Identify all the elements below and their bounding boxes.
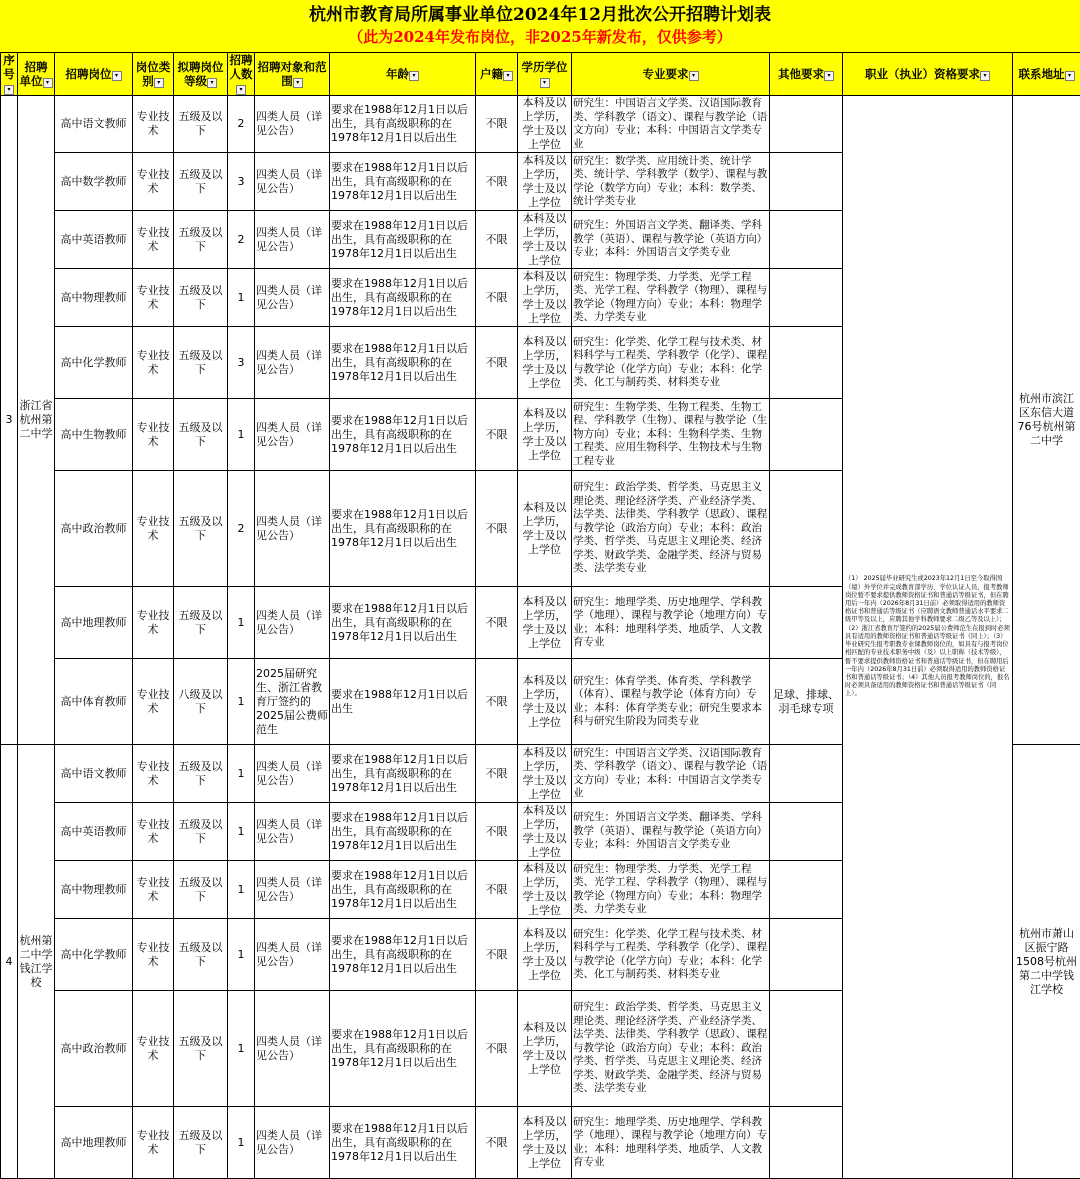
age-cell: 要求在1988年12月1日以后出生，具有高级职称的在1978年12月1日以后出生 xyxy=(330,587,476,659)
hukou-cell: 不限 xyxy=(476,587,518,659)
edu-cell: 本科及以上学历，学士及以上学位 xyxy=(518,211,572,269)
other-cell xyxy=(770,211,843,269)
age-cell: 要求在1988年12月1日以后出生，具有高级职称的在1978年12月1日以后出生 xyxy=(330,269,476,327)
edu-cell: 本科及以上学历，学士及以上学位 xyxy=(518,327,572,399)
target-cell: 四类人员（详见公告） xyxy=(255,471,330,587)
major-cell: 研究生：地理学类、历史地理学、学科教学（地理）、课程与教学论（地理方向）专业；本科：地理科学类、地质学、人文教育专业 xyxy=(572,1107,770,1179)
post-cell: 高中生物教师 xyxy=(55,399,133,471)
hukou-cell: 不限 xyxy=(476,269,518,327)
filter-dropdown-icon[interactable]: ▾ xyxy=(540,78,550,88)
header-other-label: 其他要求 xyxy=(778,67,824,81)
target-cell: 四类人员（详见公告） xyxy=(255,861,330,919)
grade-cell: 五级及以下 xyxy=(174,745,228,803)
grade-cell: 五级及以下 xyxy=(174,919,228,991)
header-age[interactable] xyxy=(330,53,476,96)
post-cell: 高中数学教师 xyxy=(55,153,133,211)
age-cell: 要求在1988年12月1日以后出生，具有高级职称的在1978年12月1日以后出生 xyxy=(330,861,476,919)
hukou-cell: 不限 xyxy=(476,96,518,153)
age-cell: 要求在1988年12月1日以后出生，具有高级职称的在1978年12月1日以后出生 xyxy=(330,1107,476,1179)
header-unit[interactable] xyxy=(18,53,55,96)
other-cell xyxy=(770,587,843,659)
grade-cell: 五级及以下 xyxy=(174,269,228,327)
header-addr-label: 联系地址 xyxy=(1019,67,1065,81)
post-cell: 高中物理教师 xyxy=(55,269,133,327)
age-cell: 要求在1988年12月1日以后出生，具有高级职称的在1978年12月1日以后出生 xyxy=(330,991,476,1107)
hukou-cell: 不限 xyxy=(476,153,518,211)
age-cell: 要求在1988年12月1日以后出生，具有高级职称的在1978年12月1日以后出生 xyxy=(330,211,476,269)
header-other[interactable] xyxy=(770,53,843,96)
count-cell: 1 xyxy=(228,399,255,471)
edu-cell: 本科及以上学历，学士及以上学位 xyxy=(518,153,572,211)
other-cell xyxy=(770,399,843,471)
target-cell: 四类人员（详见公告） xyxy=(255,399,330,471)
header-row xyxy=(1,53,1080,96)
filter-dropdown-icon[interactable]: ▾ xyxy=(980,71,990,81)
category-cell: 专业技术 xyxy=(133,327,174,399)
post-cell: 高中英语教师 xyxy=(55,803,133,861)
other-cell xyxy=(770,269,843,327)
category-cell: 专业技术 xyxy=(133,803,174,861)
category-cell: 专业技术 xyxy=(133,745,174,803)
header-post[interactable] xyxy=(55,53,133,96)
age-cell: 要求在1988年12月1日以后出生，具有高级职称的在1978年12月1日以后出生 xyxy=(330,327,476,399)
post-cell: 高中物理教师 xyxy=(55,861,133,919)
other-cell xyxy=(770,153,843,211)
edu-cell: 本科及以上学历，学士及以上学位 xyxy=(518,96,572,153)
count-cell: 1 xyxy=(228,1107,255,1179)
target-cell: 四类人员（详见公告） xyxy=(255,96,330,153)
age-cell: 要求在1988年12月1日以后出生，具有高级职称的在1978年12月1日以后出生 xyxy=(330,471,476,587)
other-cell xyxy=(770,327,843,399)
post-cell: 高中化学教师 xyxy=(55,919,133,991)
header-major[interactable] xyxy=(572,53,770,96)
edu-cell: 本科及以上学历，学士及以上学位 xyxy=(518,659,572,745)
grade-cell: 八级及以下 xyxy=(174,659,228,745)
major-cell: 研究生：中国语言文学类、汉语国际教育类、学科教学（语文）、课程与教学论（语文方向）专业；本科：中国语言文学类专业 xyxy=(572,745,770,803)
edu-cell: 本科及以上学历，学士及以上学位 xyxy=(518,587,572,659)
header-count[interactable] xyxy=(228,53,255,96)
header-addr[interactable] xyxy=(1013,53,1080,96)
hukou-cell: 不限 xyxy=(476,991,518,1107)
filter-dropdown-icon[interactable]: ▾ xyxy=(236,85,246,95)
hukou-cell: 不限 xyxy=(476,211,518,269)
header-seq[interactable] xyxy=(1,53,18,96)
filter-dropdown-icon[interactable]: ▾ xyxy=(689,71,699,81)
category-cell: 专业技术 xyxy=(133,659,174,745)
grade-cell: 五级及以下 xyxy=(174,96,228,153)
hukou-cell: 不限 xyxy=(476,327,518,399)
major-cell: 研究生：外国语言文学类、翻译类、学科教学（英语）、课程与教学论（英语方向）专业；本科：外国语言文学类专业 xyxy=(572,211,770,269)
count-cell: 1 xyxy=(228,587,255,659)
age-cell: 要求在1988年12月1日以后出生 xyxy=(330,659,476,745)
age-cell: 要求在1988年12月1日以后出生，具有高级职称的在1978年12月1日以后出生 xyxy=(330,803,476,861)
target-cell: 四类人员（详见公告） xyxy=(255,269,330,327)
post-cell: 高中英语教师 xyxy=(55,211,133,269)
grade-cell: 五级及以下 xyxy=(174,153,228,211)
target-cell: 2025届研究生、浙江省教育厅签约的2025届公费师范生 xyxy=(255,659,330,745)
other-cell xyxy=(770,803,843,861)
filter-dropdown-icon[interactable]: ▾ xyxy=(824,71,834,81)
header-target[interactable] xyxy=(255,53,330,96)
header-category-label: 岗位类别 xyxy=(136,60,171,88)
header-qual[interactable] xyxy=(843,53,1013,96)
target-cell: 四类人员（详见公告） xyxy=(255,745,330,803)
category-cell: 专业技术 xyxy=(133,861,174,919)
target-cell: 四类人员（详见公告） xyxy=(255,211,330,269)
header-edu[interactable] xyxy=(518,53,572,96)
header-unit-label: 招聘单位 xyxy=(20,60,48,88)
other-cell xyxy=(770,991,843,1107)
post-cell: 高中政治教师 xyxy=(55,991,133,1107)
filter-dropdown-icon[interactable]: ▾ xyxy=(4,85,14,95)
age-cell: 要求在1988年12月1日以后出生，具有高级职称的在1978年12月1日以后出生 xyxy=(330,919,476,991)
major-cell: 研究生：体育学类、体育类、学科教学（体育）、课程与教学论（体育方向）专业；本科：体育学类专业；研究生要求本科与研究生阶段为同类专业 xyxy=(572,659,770,745)
other-cell: 足球、排球、羽毛球专项 xyxy=(770,659,843,745)
hukou-cell: 不限 xyxy=(476,745,518,803)
count-cell: 2 xyxy=(228,471,255,587)
age-cell: 要求在1988年12月1日以后出生，具有高级职称的在1978年12月1日以后出生 xyxy=(330,153,476,211)
hukou-cell: 不限 xyxy=(476,861,518,919)
category-cell: 专业技术 xyxy=(133,919,174,991)
header-edu-label: 学历学位 xyxy=(522,60,568,74)
category-cell: 专业技术 xyxy=(133,269,174,327)
age-cell: 要求在1988年12月1日以后出生，具有高级职称的在1978年12月1日以后出生 xyxy=(330,399,476,471)
qualification-note-cell: （1） 2025届毕业研究生或2023年12月1日至今取得国（境）外学位并完成教育部学历、学位认证人员，报考教师岗位暂不要求提供教师资格证书和普通话等级证书，但在聘用后一年内（2026年8月31日前）必须取得适用的教师资格证书和普通话等级证书（应聘语文教师普通话水平要求二级甲等及以上，应聘其他学科教师要求二级乙等及以上）；（2）浙江省教育厅签约的2025届公费师范生在报到时必须具有适用的教师资格证书和普通话等级证书（同上）；（3）毕业研究生报考职教专业课教师岗位的，如具有与报考岗位相匹配的专业技术职务中级（及）以上职称（技术等级），暂不要求提供教师资格证书和普通话等级证书，但在聘用后一年内（2026年8月31日前）必须取得适用的教师资格证书和普通话等级证书；（4）其他人员报考教师岗位的，报名时必须具备适用的教师资格证书和普通话等级证书（同上）。 xyxy=(843,96,1013,1179)
header-major-label: 专业要求 xyxy=(643,67,689,81)
post-cell: 高中地理教师 xyxy=(55,587,133,659)
edu-cell: 本科及以上学历，学士及以上学位 xyxy=(518,745,572,803)
seq-cell: 4 xyxy=(1,745,18,1179)
hukou-cell: 不限 xyxy=(476,399,518,471)
hukou-cell: 不限 xyxy=(476,919,518,991)
filter-dropdown-icon[interactable]: ▾ xyxy=(1065,71,1075,81)
edu-cell: 本科及以上学历，学士及以上学位 xyxy=(518,861,572,919)
other-cell xyxy=(770,745,843,803)
category-cell: 专业技术 xyxy=(133,211,174,269)
grade-cell: 五级及以下 xyxy=(174,1107,228,1179)
count-cell: 1 xyxy=(228,919,255,991)
target-cell: 四类人员（详见公告） xyxy=(255,991,330,1107)
age-cell: 要求在1988年12月1日以后出生，具有高级职称的在1978年12月1日以后出生 xyxy=(330,745,476,803)
major-cell: 研究生：化学类、化学工程与技术类、材料科学与工程类、学科教学（化学）、课程与教学论（化学方向）专业；本科：化学类、化工与制药类、材料类专业 xyxy=(572,919,770,991)
edu-cell: 本科及以上学历，学士及以上学位 xyxy=(518,471,572,587)
major-cell: 研究生：化学类、化学工程与技术类、材料科学与工程类、学科教学（化学）、课程与教学论（化学方向）专业；本科：化学类、化工与制药类、材料类专业 xyxy=(572,327,770,399)
major-cell: 研究生：中国语言文学类、汉语国际教育类、学科教学（语文）、课程与教学论（语文方向）专业；本科：中国语言文学类专业 xyxy=(572,96,770,153)
title-bar xyxy=(0,0,1080,53)
other-cell xyxy=(770,471,843,587)
age-cell: 要求在1988年12月1日以后出生，具有高级职称的在1978年12月1日以后出生 xyxy=(330,96,476,153)
hukou-cell: 不限 xyxy=(476,471,518,587)
address-cell: 杭州市萧山区振宁路1508号杭州第二中学钱江学校 xyxy=(1013,745,1080,1179)
address-cell: 杭州市滨江区东信大道76号杭州第二中学 xyxy=(1013,96,1080,745)
post-cell: 高中地理教师 xyxy=(55,1107,133,1179)
grade-cell: 五级及以下 xyxy=(174,991,228,1107)
edu-cell: 本科及以上学历，学士及以上学位 xyxy=(518,803,572,861)
filter-dropdown-icon[interactable]: ▾ xyxy=(43,78,53,88)
filter-dropdown-icon[interactable]: ▾ xyxy=(207,78,217,88)
grade-cell: 五级及以下 xyxy=(174,861,228,919)
category-cell: 专业技术 xyxy=(133,471,174,587)
header-grade[interactable] xyxy=(174,53,228,96)
count-cell: 2 xyxy=(228,96,255,153)
filter-dropdown-icon[interactable]: ▾ xyxy=(112,71,122,81)
filter-dropdown-icon[interactable]: ▾ xyxy=(503,71,513,81)
sheet-title: 杭州市教育局所属事业单位2024年12月批次公开招聘计划表 xyxy=(0,0,1080,27)
other-cell xyxy=(770,861,843,919)
edu-cell: 本科及以上学历，学士及以上学位 xyxy=(518,919,572,991)
sheet-subtitle: （此为2024年发布岗位，非2025年新发布，仅供参考） xyxy=(0,27,1080,47)
target-cell: 四类人员（详见公告） xyxy=(255,327,330,399)
grade-cell: 五级及以下 xyxy=(174,471,228,587)
header-hukou[interactable] xyxy=(476,53,518,96)
edu-cell: 本科及以上学历，学士及以上学位 xyxy=(518,1107,572,1179)
grade-cell: 五级及以下 xyxy=(174,399,228,471)
header-qual-label: 职业（执业）资格要求 xyxy=(865,67,980,81)
recruitment-table xyxy=(0,52,1080,1179)
major-cell: 研究生：物理学类、力学类、光学工程类、光学工程、学科教学（物理）、课程与教学论（物理方向）专业；本科：物理学类、力学类专业 xyxy=(572,269,770,327)
target-cell: 四类人员（详见公告） xyxy=(255,919,330,991)
hukou-cell: 不限 xyxy=(476,659,518,745)
target-cell: 四类人员（详见公告） xyxy=(255,1107,330,1179)
major-cell: 研究生：生物学类、生物工程类、生物工程、学科教学（生物）、课程与教学论（生物方向）专业；本科：生物科学类、生物工程类、应用生物科学、生物技术与生物工程专业 xyxy=(572,399,770,471)
count-cell: 1 xyxy=(228,803,255,861)
count-cell: 3 xyxy=(228,153,255,211)
count-cell: 1 xyxy=(228,659,255,745)
grade-cell: 五级及以下 xyxy=(174,327,228,399)
count-cell: 1 xyxy=(228,991,255,1107)
header-target-label: 招聘对象和范围 xyxy=(258,60,327,88)
header-category[interactable] xyxy=(133,53,174,96)
count-cell: 3 xyxy=(228,327,255,399)
grade-cell: 五级及以下 xyxy=(174,587,228,659)
target-cell: 四类人员（详见公告） xyxy=(255,587,330,659)
major-cell: 研究生：外国语言文学类、翻译类、学科教学（英语）、课程与教学论（英语方向）专业；本科：外国语言文学类专业 xyxy=(572,803,770,861)
grade-cell: 五级及以下 xyxy=(174,803,228,861)
header-hukou-label: 户籍 xyxy=(480,67,503,81)
header-grade-label: 拟聘岗位等级 xyxy=(178,60,224,88)
count-cell: 1 xyxy=(228,745,255,803)
header-count-label: 招聘人数 xyxy=(230,53,253,81)
category-cell: 专业技术 xyxy=(133,587,174,659)
major-cell: 研究生：政治学类、哲学类、马克思主义理论类、理论经济学类、产业经济学类、法学类、法律类、学科教学（思政）、课程与教学论（政治方向）专业；本科：政治学类、哲学类、马克思主义理论类、经济学类、财政学类、金融学类、经济与贸易类、法学类专业 xyxy=(572,471,770,587)
edu-cell: 本科及以上学历，学士及以上学位 xyxy=(518,399,572,471)
target-cell: 四类人员（详见公告） xyxy=(255,803,330,861)
post-cell: 高中体育教师 xyxy=(55,659,133,745)
header-post-label: 招聘岗位 xyxy=(66,67,112,81)
major-cell: 研究生：数学类、应用统计类、统计学类、统计学、学科教学（数学）、课程与教学论（数学方向）专业；本科：数学类、统计学类专业 xyxy=(572,153,770,211)
count-cell: 1 xyxy=(228,861,255,919)
category-cell: 专业技术 xyxy=(133,1107,174,1179)
post-cell: 高中政治教师 xyxy=(55,471,133,587)
header-age-label: 年龄 xyxy=(386,67,409,81)
count-cell: 1 xyxy=(228,269,255,327)
other-cell xyxy=(770,96,843,153)
category-cell: 专业技术 xyxy=(133,399,174,471)
hukou-cell: 不限 xyxy=(476,803,518,861)
category-cell: 专业技术 xyxy=(133,96,174,153)
unit-cell: 浙江省杭州第二中学 xyxy=(18,96,55,745)
unit-cell: 杭州第二中学钱江学校 xyxy=(18,745,55,1179)
grade-cell: 五级及以下 xyxy=(174,211,228,269)
edu-cell: 本科及以上学历，学士及以上学位 xyxy=(518,991,572,1107)
major-cell: 研究生：地理学类、历史地理学、学科教学（地理）、课程与教学论（地理方向）专业；本科：地理科学类、地质学、人文教育专业 xyxy=(572,587,770,659)
filter-dropdown-icon[interactable]: ▾ xyxy=(409,71,419,81)
post-cell: 高中语文教师 xyxy=(55,745,133,803)
major-cell: 研究生：物理学类、力学类、光学工程类、光学工程、学科教学（物理）、课程与教学论（物理方向）专业；本科：物理学类、力学类专业 xyxy=(572,861,770,919)
post-cell: 高中语文教师 xyxy=(55,96,133,153)
category-cell: 专业技术 xyxy=(133,991,174,1107)
other-cell xyxy=(770,1107,843,1179)
hukou-cell: 不限 xyxy=(476,1107,518,1179)
header-seq-label: 序号 xyxy=(3,53,15,81)
filter-dropdown-icon[interactable]: ▾ xyxy=(154,78,164,88)
target-cell: 四类人员（详见公告） xyxy=(255,153,330,211)
edu-cell: 本科及以上学历，学士及以上学位 xyxy=(518,269,572,327)
count-cell: 2 xyxy=(228,211,255,269)
post-cell: 高中化学教师 xyxy=(55,327,133,399)
major-cell: 研究生：政治学类、哲学类、马克思主义理论类、理论经济学类、产业经济学类、法学类、法律类、学科教学（思政）、课程与教学论（政治方向）专业；本科：政治学类、哲学类、马克思主义理论类、经济学类、财政学类、金融学类、经济与贸易类、法学类专业 xyxy=(572,991,770,1107)
other-cell xyxy=(770,919,843,991)
seq-cell: 3 xyxy=(1,96,18,745)
category-cell: 专业技术 xyxy=(133,153,174,211)
table-row xyxy=(1,96,1080,153)
filter-dropdown-icon[interactable]: ▾ xyxy=(293,78,303,88)
